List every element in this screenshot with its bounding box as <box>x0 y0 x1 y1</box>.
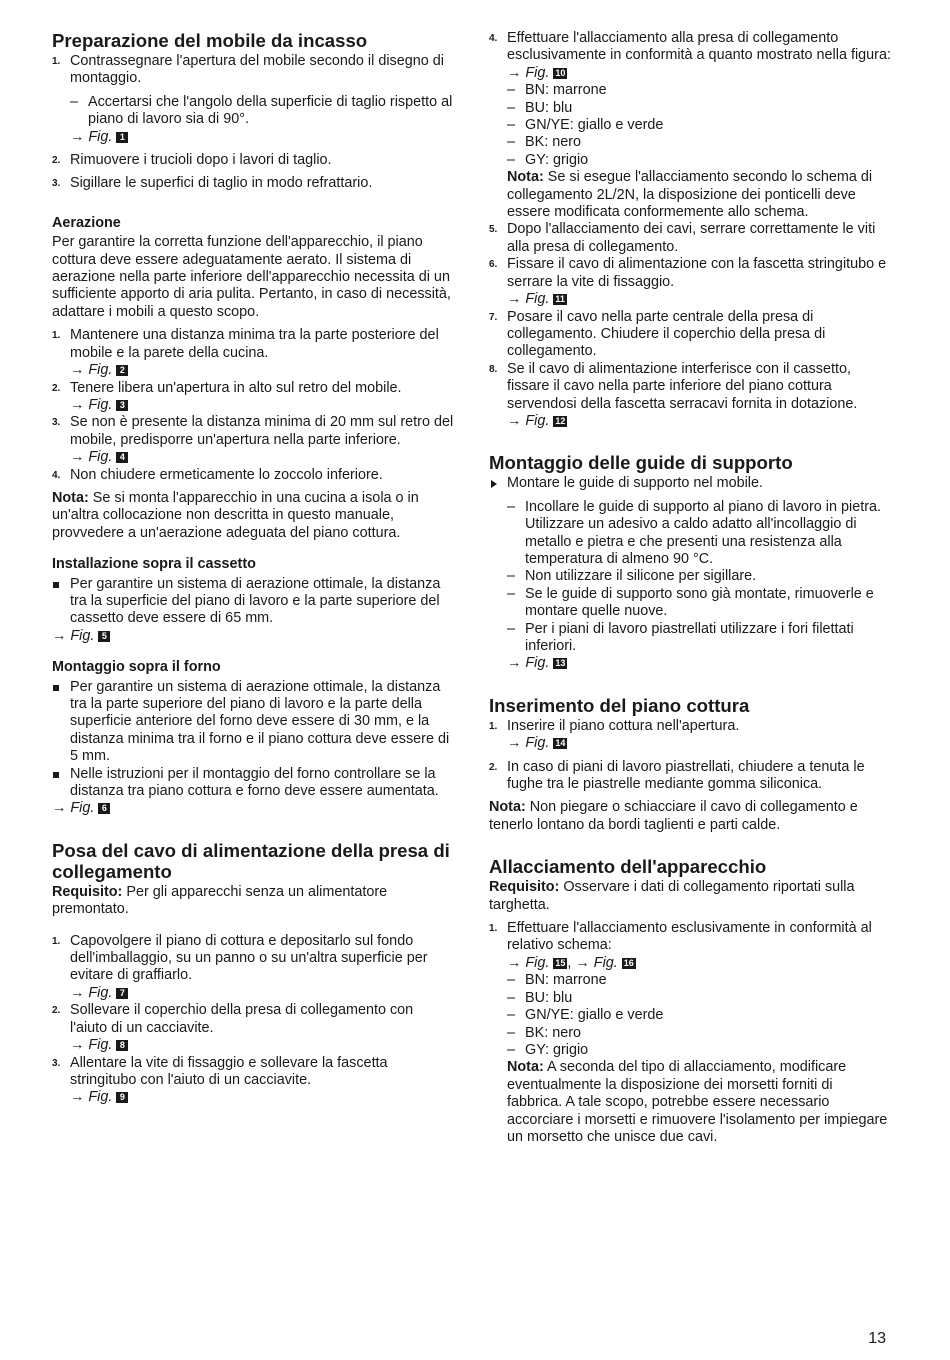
step-number: 3. <box>52 178 61 190</box>
fig-label: Fig. <box>593 954 618 971</box>
dash-marker: – <box>507 989 516 1006</box>
step-text: Non chiudere ermeticamente lo zoccolo inferiore. <box>70 466 383 483</box>
dash-marker: – <box>507 82 516 99</box>
arrow-icon: → <box>507 655 522 672</box>
sub-item-text: Se le guide di supporto sono già montate, rimuoverle e montare quelle nuove. <box>525 585 874 620</box>
step-number: 5. <box>489 224 498 236</box>
wire-item <box>489 972 891 989</box>
sub-item <box>52 94 454 129</box>
sub-item <box>489 568 891 585</box>
bullet-text: Per garantire un sistema di aerazione ottimale, la distanza tra la superficie del piano di lavoro e la parte superiore del cassetto deve essere di 65 mm. <box>70 575 441 627</box>
figure-number-badge: 10 <box>555 67 566 78</box>
fig-label: Fig. <box>88 128 113 145</box>
fig-label: Fig. <box>525 655 550 672</box>
step-text: Dopo l'allacciamento dei cavi, serrare correttamente le viti alla presa di collegamento. <box>507 221 876 255</box>
note <box>489 799 891 834</box>
fig-label: Fig. <box>525 291 550 308</box>
figure-reference <box>489 65 891 82</box>
arrow-icon: → <box>70 128 85 145</box>
list-item <box>52 933 454 985</box>
dash-marker: – <box>507 1024 516 1041</box>
figure-reference <box>489 955 891 972</box>
figure-number-badge: 2 <box>116 365 128 376</box>
fig-label: Fig. <box>88 396 113 413</box>
dash-marker: – <box>507 134 516 151</box>
fig-label: Fig. <box>88 449 113 466</box>
list-item <box>52 467 454 484</box>
step-number: 1. <box>489 720 498 732</box>
wire-item <box>489 117 891 134</box>
square-bullet-icon <box>53 772 59 778</box>
list-item <box>52 327 454 362</box>
note-text: Se si monta l'apparecchio in una cucina a isola o in un'altra collocazione non descritta in questo manuale, provvedere a un'aerazione adeguata del piano cottura. <box>52 489 419 541</box>
step-text: In caso di piani di lavoro piastrellati, chiudere a tenuta le fughe tra le piastrelle mediante gomma siliconica. <box>507 758 865 793</box>
dash-marker: – <box>507 1041 516 1058</box>
step-text: Sigillare le superfici di taglio in modo refrattario. <box>70 175 373 192</box>
note-label: Nota: <box>52 489 89 506</box>
arrow-icon: → <box>70 362 85 379</box>
figure-reference <box>52 362 454 379</box>
figure-number-badge: 12 <box>555 415 566 426</box>
bullet-item <box>52 679 454 766</box>
step-text: Rimuovere i trucioli dopo i lavori di taglio. <box>70 152 332 169</box>
list-item <box>489 256 891 291</box>
arrow-icon: → <box>507 735 522 752</box>
wire-text: BU: blu <box>525 99 573 116</box>
arrow-icon: → <box>70 396 85 413</box>
wire-item <box>489 990 891 1007</box>
wire-text: BK: nero <box>525 1024 581 1041</box>
fig-label: Fig. <box>525 412 550 429</box>
step-number: 4. <box>489 33 498 44</box>
sub-item <box>489 499 891 569</box>
section-title: Preparazione del mobile da incasso <box>52 30 368 51</box>
figure-number-badge: 8 <box>116 1040 128 1051</box>
figure-reference <box>52 129 454 146</box>
wire-text: BU: blu <box>525 989 573 1006</box>
sub-item-text: Accertarsi che l'angolo della superficie di taglio rispetto al piano di lavoro sia di 90°. <box>88 93 453 128</box>
arrow-icon: → <box>52 800 67 817</box>
sub-item-text: Per i piani di lavoro piastrellati utilizzare i fori filettati inferiori. <box>525 620 854 654</box>
fig-label: Fig. <box>88 362 113 379</box>
wire-text: GN/YE: giallo e verde <box>525 1007 664 1024</box>
bullet-item <box>52 766 454 801</box>
step-number: 4. <box>52 469 61 481</box>
fig-label: Fig. <box>525 735 550 752</box>
wire-item <box>489 82 891 99</box>
figure-number-badge: 3 <box>116 400 128 411</box>
figure-number-badge: 11 <box>555 294 565 305</box>
dash-marker: – <box>507 585 516 602</box>
subsection-title: Montaggio sopra il forno <box>52 659 221 676</box>
figure-number-badge: 6 <box>98 803 110 814</box>
step-number: 7. <box>489 311 498 323</box>
figure-number-badge: 7 <box>116 988 128 999</box>
list-item <box>489 30 891 65</box>
list-item <box>489 361 891 413</box>
step-number: 2. <box>489 761 498 773</box>
note-text: A seconda del tipo di allacciamento, modificare eventualmente la disposizione dei morsetti forniti di fabbrica. A tale scopo, potrebbe essere necessario accorciare i morsetti e rimuovere l'isolamento per impiegare un morsetto che unisce due cavi. <box>507 1059 888 1145</box>
step-number: 2. <box>52 1005 61 1017</box>
figure-number-badge: 5 <box>98 631 110 642</box>
wire-item <box>489 152 891 169</box>
note <box>489 169 891 221</box>
step-text: Contrassegnare l'apertura del mobile secondo il disegno di montaggio. <box>70 53 444 87</box>
step-text: Se il cavo di alimentazione interferisce con il cassetto, fissare il cavo nella parte inferiore del piano cottura servendosi della fascetta serracavi fornita in dotazione. <box>507 360 858 412</box>
list-item <box>489 309 891 361</box>
figure-number-badge: 4 <box>116 452 128 463</box>
bullet-text: Nelle istruzioni per il montaggio del forno controllare se la distanza tra piano cottura e forno deve essere aumentata. <box>70 765 439 800</box>
fig-label: Fig. <box>525 954 550 971</box>
figure-number-badge: 9 <box>116 1092 128 1103</box>
dash-marker: – <box>507 972 516 989</box>
figure-reference <box>489 291 891 308</box>
note <box>489 1059 891 1146</box>
figure-reference <box>52 628 454 645</box>
step-text: Mantenere una distanza minima tra la parte posteriore del mobile e la parete della cucina. <box>70 327 439 361</box>
wire-text: BN: marrone <box>525 972 607 989</box>
wire-item <box>489 134 891 151</box>
wire-item <box>489 1007 891 1024</box>
arrow-icon: → <box>507 412 522 429</box>
dash-marker: – <box>70 93 79 110</box>
step-number: 3. <box>52 417 61 429</box>
figure-reference <box>489 413 891 430</box>
square-bullet-icon <box>53 582 59 588</box>
requirement-text: Osservare i dati di collegamento riportati sulla targhetta. <box>489 879 855 913</box>
list-item <box>52 1055 454 1090</box>
wire-text: BN: marrone <box>525 82 607 99</box>
step-number: 1. <box>52 56 61 67</box>
fig-label: Fig. <box>88 984 113 1001</box>
sub-item <box>489 586 891 621</box>
step-number: 1. <box>52 935 61 947</box>
arrow-icon: → <box>70 449 85 466</box>
wire-text: BK: nero <box>525 134 581 151</box>
fig-label: Fig. <box>70 800 95 817</box>
step-number: 1. <box>489 923 498 935</box>
fig-label: Fig. <box>88 1037 113 1054</box>
step-number: 2. <box>52 155 61 167</box>
wire-item <box>489 100 891 117</box>
note <box>52 490 454 542</box>
left-column <box>52 30 454 1107</box>
figure-number-badge: 13 <box>555 658 566 669</box>
dash-marker: – <box>507 99 516 116</box>
list-item <box>52 380 454 397</box>
list-item <box>489 718 891 735</box>
section-title: Posa del cavo di alimentazione della presa di collegamento <box>52 839 450 882</box>
subsection-title: Aerazione <box>52 214 121 231</box>
action-step <box>489 475 891 492</box>
dash-marker: – <box>507 498 516 515</box>
figure-reference <box>52 985 454 1002</box>
note-text: Non piegare o schiacciare il cavo di collegamento e tenerlo lontano da bordi taglienti e parti calde. <box>489 799 858 833</box>
list-item <box>489 221 891 256</box>
step-text: Inserire il piano cottura nell'apertura. <box>507 717 740 734</box>
arrow-icon: → <box>70 1037 85 1054</box>
fig-label: Fig. <box>88 1089 113 1106</box>
comma: , <box>567 954 572 971</box>
bullet-text: Per garantire un sistema di aerazione ottimale, la distanza tra la parte superiore del piano di lavoro e la parte della superficie anteriore del forno deve essere di 30 mm, e la distanza minima tra il forno e il piano cottura deve essere di 5 mm. <box>70 678 450 765</box>
step-text: Capovolgere il piano di cottura e depositarlo sul fondo dell'imballaggio, su un panno o su un'altra superficie per evitare di graffiarlo. <box>70 932 428 984</box>
subsection-title: Installazione sopra il cassetto <box>52 556 256 573</box>
list-item <box>489 920 891 955</box>
arrow-icon: → <box>70 1089 85 1106</box>
sub-item-text: Non utilizzare il silicone per sigillare. <box>525 568 757 585</box>
requirement <box>489 879 891 914</box>
paragraph: Per garantire la corretta funzione dell'apparecchio, il piano cottura deve essere adeguatamente aerato. Il sistema di aerazione nella parte inferiore dell'apparecchio necessita di un sufficiente apporto di aria pulita. Pertanto, in caso di necessità, adattare i mobili a questo scopo. <box>52 234 451 320</box>
wire-text: GY: grigio <box>525 1041 589 1058</box>
dash-marker: – <box>507 620 516 637</box>
step-text: Effettuare l'allacciamento esclusivamente in conformità al relativo schema: <box>507 920 872 954</box>
figure-reference <box>52 397 454 414</box>
requirement <box>52 884 454 919</box>
step-text: Effettuare l'allacciamento alla presa di collegamento esclusivamente in conformità a quanto mostrato nella figura: <box>507 30 891 64</box>
figure-reference <box>52 1037 454 1054</box>
arrow-icon: → <box>507 954 522 971</box>
list-item <box>52 414 454 449</box>
note-label: Nota: <box>507 169 544 186</box>
dash-marker: – <box>507 1007 516 1024</box>
fig-label: Fig. <box>525 64 550 81</box>
requirement-label: Requisito: <box>489 879 560 896</box>
step-text: Tenere libera un'apertura in alto sul retro del mobile. <box>70 379 402 396</box>
step-text: Fissare il cavo di alimentazione con la fascetta stringitubo e serrare la vite di fissaggio. <box>507 256 887 290</box>
list-item <box>52 152 454 169</box>
step-number: 8. <box>489 363 498 375</box>
note-text: Se si esegue l'allacciamento secondo lo schema di collegamento 2L/2N, la disposizione dei ponticelli deve essere modificata conformemente allo schema. <box>507 169 873 221</box>
arrow-icon: → <box>575 954 590 971</box>
list-item <box>52 53 454 88</box>
note-label: Nota: <box>489 799 526 816</box>
step-number: 6. <box>489 259 498 271</box>
list-item <box>52 175 454 192</box>
figure-number-badge: 1 <box>116 132 128 143</box>
figure-number-badge: 15 <box>555 957 566 968</box>
figure-number-badge: 14 <box>555 738 566 749</box>
section-title: Montaggio delle guide di supporto <box>489 452 793 474</box>
right-column <box>489 30 891 1146</box>
arrow-icon: → <box>507 64 522 81</box>
figure-number-badge: 16 <box>623 957 634 968</box>
wire-item <box>489 1025 891 1042</box>
dash-marker: – <box>507 117 516 134</box>
figure-reference <box>52 1089 454 1106</box>
page-number: 13 <box>868 1330 886 1347</box>
action-step-text: Montare le guide di supporto nel mobile. <box>507 475 763 492</box>
requirement-text: Per gli apparecchi senza un alimentatore premontato. <box>52 883 388 918</box>
fig-label: Fig. <box>70 627 95 644</box>
step-text: Sollevare il coperchio della presa di collegamento con l'aiuto di un cacciavite. <box>70 1002 414 1036</box>
wire-item <box>489 1042 891 1059</box>
figure-reference <box>489 735 891 752</box>
dash-marker: – <box>507 568 516 585</box>
figure-reference <box>52 449 454 466</box>
wire-text: GN/YE: giallo e verde <box>525 117 664 134</box>
bullet-item <box>52 576 454 628</box>
figure-reference <box>52 800 454 817</box>
step-number: 1. <box>52 330 61 342</box>
triangle-bullet-icon <box>491 480 497 488</box>
step-number: 2. <box>52 382 61 394</box>
dash-marker: – <box>507 151 516 168</box>
step-number: 3. <box>52 1057 61 1069</box>
step-text: Se non è presente la distanza minima di 20 mm sul retro del mobile, predisporre un'apertura nella parte inferiore. <box>70 414 454 448</box>
arrow-icon: → <box>70 984 85 1001</box>
step-text: Posare il cavo nella parte centrale della presa di collegamento. Chiudere il coperchio della presa di collegamento. <box>507 308 826 360</box>
step-text: Allentare la vite di fissaggio e sollevare la fascetta stringitubo con l'aiuto di un cacciavite. <box>70 1054 388 1088</box>
section-title: Allacciamento dell'apparecchio <box>489 856 767 878</box>
list-item <box>489 759 891 794</box>
arrow-icon: → <box>507 291 522 308</box>
wire-text: GY: grigio <box>525 151 589 168</box>
section-title: Inserimento del piano cottura <box>489 694 750 716</box>
requirement-label: Requisito: <box>52 883 123 900</box>
arrow-icon: → <box>52 627 67 644</box>
figure-reference <box>489 655 891 672</box>
square-bullet-icon <box>53 685 59 691</box>
note-label: Nota: <box>507 1059 544 1076</box>
sub-item-text: Incollare le guide di supporto al piano di lavoro in pietra. Utilizzare un adesivo a caldo adatto all'incollaggio di metallo e pietra e che presenti una resistenza alla temperatura di almeno 90 °C. <box>525 498 881 567</box>
list-item <box>52 1002 454 1037</box>
sub-item <box>489 621 891 656</box>
